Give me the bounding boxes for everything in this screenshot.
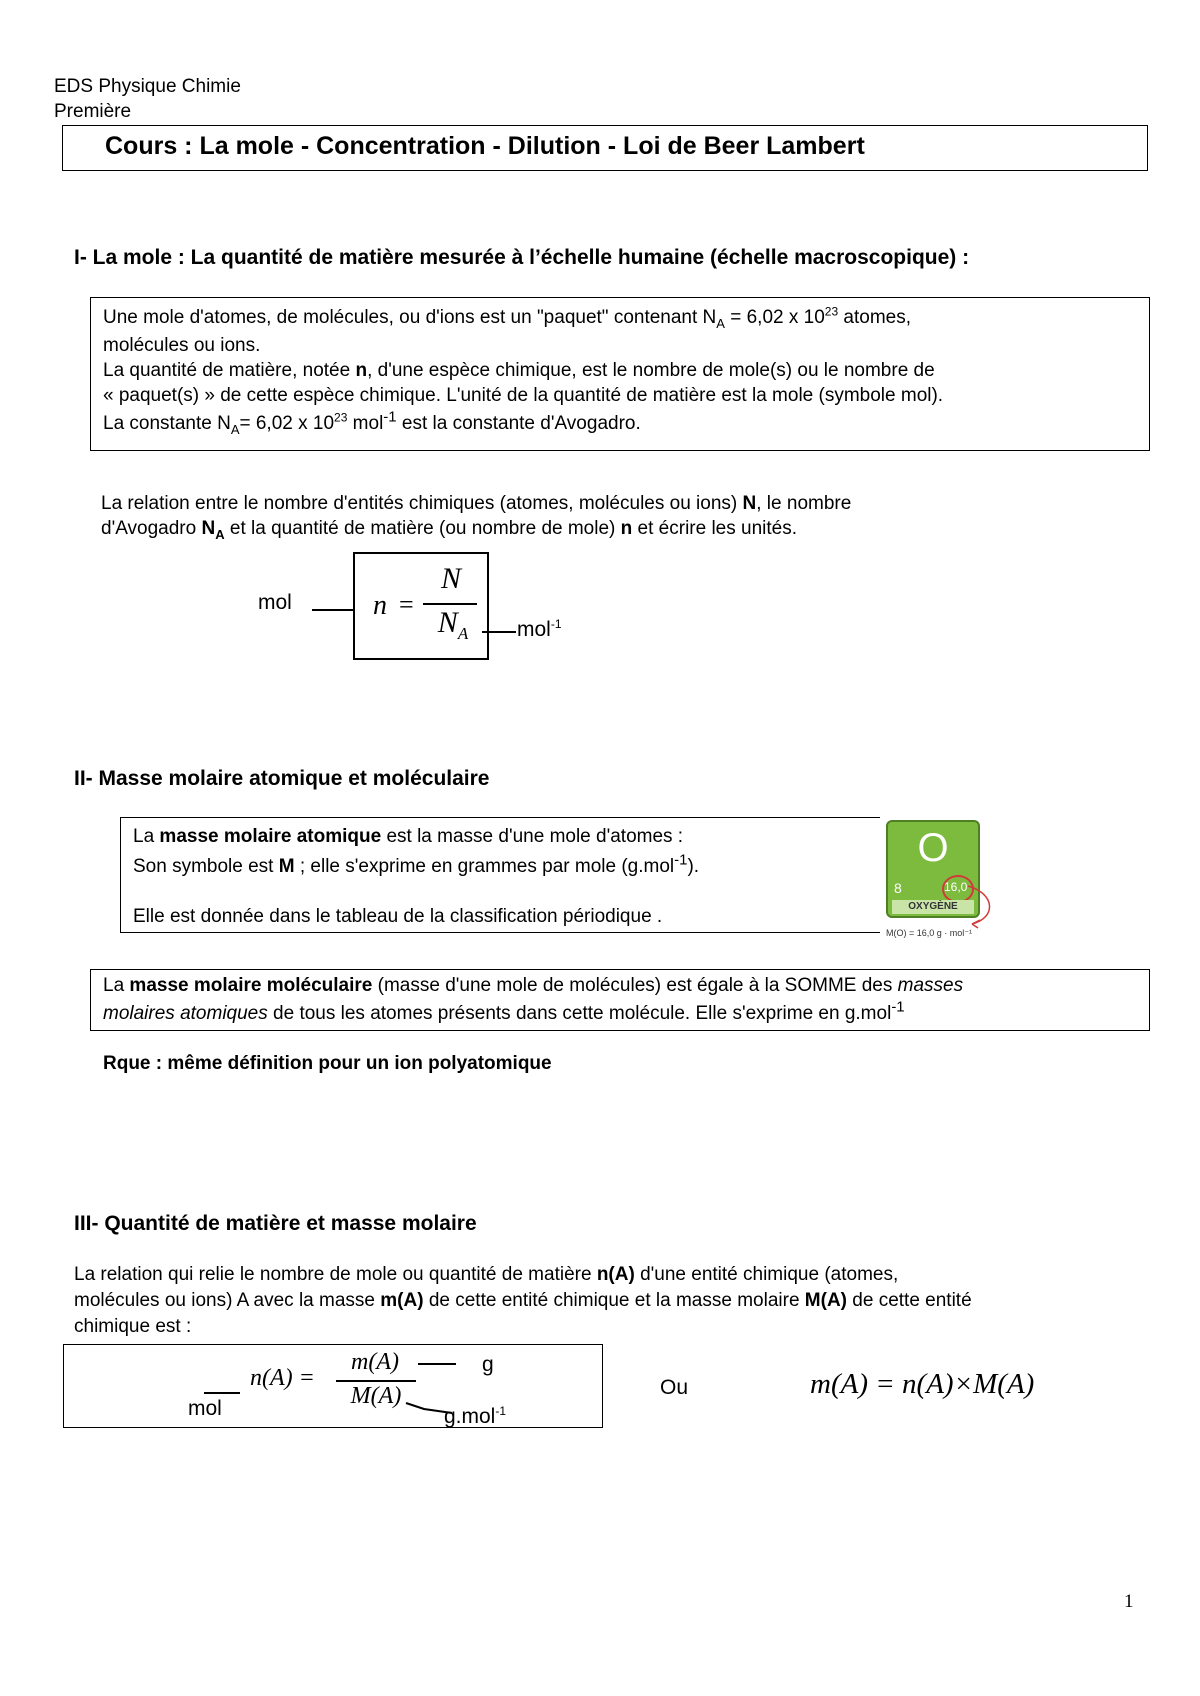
atomic-line-2: Son symbole est M ; elle s'exprime en grammes par mole (g.mol$^{-1}$). — [133, 851, 700, 877]
element-number: 8 — [894, 880, 902, 896]
section3-line-2: molécules ou ions) A avec la masse m(A) de cette entité chimique et la masse molaire M(A) de cette entité — [74, 1290, 972, 1311]
unit-mol-connector-2 — [204, 1392, 240, 1394]
formula-n: n — [373, 590, 387, 621]
section2-heading: II- Masse molaire atomique et moléculaire — [74, 767, 490, 790]
atomic-molar-mass-box — [120, 817, 880, 933]
atomic-line-1: La masse molaire atomique est la masse d'une mole d'atomes : — [133, 826, 684, 847]
or-label: Ou — [660, 1376, 689, 1399]
unit-g-label: g — [482, 1353, 494, 1376]
unit-molinv-connector — [482, 631, 516, 633]
unit-molinv-label: mol$^{-1}$ — [517, 617, 562, 641]
remark-polyatomic-ion: Rque : même définition pour un ion polyatomique — [103, 1053, 552, 1074]
mole-def-line-1: Une mole d'atomes, de molécules, ou d'ions est un "paquet" contenant $N_A = 6,02$ x $10^{23}$ atomes, — [103, 304, 912, 331]
relation-line-1: La relation entre le nombre d'entités chimiques (atomes, molécules ou ions) N, le nombre — [101, 493, 852, 514]
unit-gmol-label: g.mol$^{-1}$ — [444, 1404, 507, 1428]
mole-def-line-3: La quantité de matière, notée n, d'une espèce chimique, est le nombre de mole(s) ou le nombre de — [103, 360, 935, 381]
formula-numerator: N — [440, 562, 461, 595]
mole-definition-box — [90, 297, 1150, 451]
fraction-bar-2 — [336, 1380, 416, 1382]
section3-line-3: chimique est : — [74, 1316, 192, 1337]
course-subject: EDS Physique Chimie — [54, 76, 241, 97]
page-title: Cours : La mole - Concentration - Dilution - Loi de Beer Lambert — [105, 132, 865, 160]
element-mass: 16,0 — [944, 880, 968, 894]
atomic-line-3: Elle est donnée dans le tableau de la classification périodique . — [133, 906, 663, 927]
molecular-molar-mass-box — [90, 969, 1150, 1031]
formula-m-equals-nM: m(A) = n(A)×M(A) — [810, 1368, 1035, 1400]
molecular-line-2: molaires atomiques de tous les atomes présents dans cette molécule. Elle s'exprime en g.mol$^{-1}$ — [103, 998, 905, 1024]
unit-mol-label: mol — [258, 591, 292, 614]
title-box — [62, 125, 1148, 171]
formula-denominator: $N_A$ — [437, 606, 469, 643]
formula-MA: M(A) — [350, 1383, 402, 1409]
element-caption: M(O) = 16,0 g · mol⁻¹ — [886, 928, 973, 938]
section3-line-1: La relation qui relie le nombre de mole ou quantité de matière n(A) d'une entité chimique (atomes, — [74, 1264, 899, 1285]
mole-def-line-4: « paquet(s) » de cette espèce chimique. L'unité de la quantité de matière est la mole (symbole mol). — [103, 385, 944, 406]
page-number: 1 — [1124, 1591, 1134, 1612]
molar-mass-formula-box — [63, 1344, 603, 1428]
section1-heading: I- La mole : La quantité de matière mesurée à l’échelle humaine (échelle macroscopique) : — [74, 246, 970, 269]
formula-nA: n(A) = — [250, 1365, 315, 1391]
unit-g-connector — [418, 1363, 456, 1365]
element-symbol: O — [917, 826, 949, 870]
unit-mol-label-2: mol — [188, 1397, 222, 1420]
red-arrow-icon — [960, 884, 1000, 930]
unit-mol-connector — [312, 609, 354, 611]
mole-def-line-2: molécules ou ions. — [103, 335, 261, 356]
fraction-bar — [423, 603, 477, 605]
section3-heading: III- Quantité de matière et masse molaire — [74, 1212, 477, 1235]
relation-line-2: d'Avogadro $N_A$ et la quantité de matière (ou nombre de mole) n et écrire les unités. — [101, 518, 798, 542]
course-level: Première — [54, 101, 132, 122]
mole-def-line-5: La constante $N_A= 6,02$ x $10^{23}$ mol$^{-1}$ est la constante d'Avogadro. — [103, 408, 641, 437]
element-name: OXYGÈNE — [892, 900, 974, 914]
molecular-line-1: La masse molaire moléculaire (masse d'une mole de molécules) est égale à la SOMME des masses — [103, 975, 964, 996]
avogadro-formula-box — [353, 552, 489, 660]
formula-equals: = — [399, 590, 414, 619]
formula-mA: m(A) — [351, 1349, 399, 1375]
